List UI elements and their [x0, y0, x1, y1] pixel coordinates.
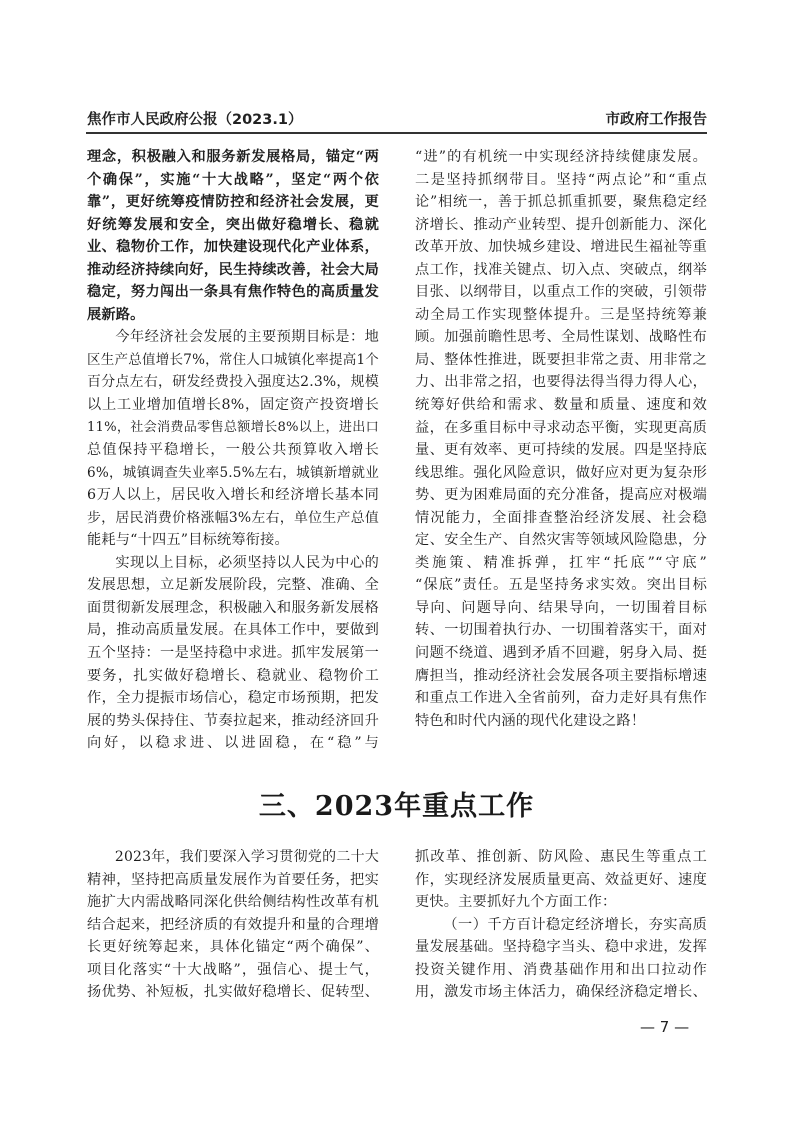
- text-line: 更快。主要抓好九个方面工作：: [415, 894, 617, 911]
- text-line: 6万人以上，居民收入增长和经济增长基本同: [87, 487, 379, 504]
- text-line: 靠”，更好统筹疫情防控和经济社会发展，更: [87, 194, 379, 211]
- text-line: 2023年，我们要深入学习贯彻党的二十大: [114, 849, 379, 865]
- section-heading: 三、2023年重点工作: [258, 791, 535, 822]
- section-name: 市政府工作报告: [605, 112, 707, 128]
- text-line: 稳定，努力闯出一条具有焦作特色的高质量发: [87, 284, 379, 301]
- text-line: 局，推动高质量发展。在具体工作中，要做到: [87, 622, 379, 639]
- text-line: 向好，以稳求进、以进固稳，在“稳”与: [87, 735, 379, 752]
- left-column-top: [87, 146, 379, 755]
- bold-paragraph: [87, 146, 379, 326]
- text-line: 项目化落实“十大战略”，强信心、提士气，: [87, 961, 379, 978]
- text-line: 改革开放、加快城乡建设、增进民生福祉等重: [415, 239, 707, 256]
- text-line: “进”的有机统一中实现经济持续健康发展。: [415, 149, 707, 165]
- text-line: 二是坚持抓纲带目。坚持“两点论”和“重点: [415, 171, 707, 188]
- text-line: 要务，扎实做好稳增长、稳就业、稳物价工: [87, 667, 379, 684]
- text-line: 和重点工作进入全省前列，奋力走好具有焦作: [415, 690, 707, 707]
- text-line: 展新路。: [87, 306, 145, 323]
- text-line: 扬优势、补短板，扎实做好稳增长、促转型、: [87, 984, 379, 1001]
- text-line: 力、出非常之招，也要得法得当得力得人心，: [415, 374, 707, 391]
- text-line: 导向、问题导向、结果导向，一切围着目标: [415, 599, 707, 616]
- text-line: 展的势头保持住、节奏拉起来，推动经济回升: [87, 712, 379, 729]
- text-line: 实现以上目标，必须坚持以人民为中心的: [115, 554, 379, 571]
- text-line: 步，居民消费价格涨幅3%左右，单位生产总值: [87, 509, 379, 526]
- text-line: 投资关键作用、消费基础作用和出口拉动作: [415, 961, 707, 978]
- text-line: 论”相统一，善于抓总抓重抓要，聚焦稳定经: [415, 194, 707, 211]
- text-line: 目张、以纲带目，以重点工作的突破，引领带: [415, 284, 707, 301]
- text-line: 长更好统筹起来，具体化锚定“两个确保”、: [87, 939, 379, 956]
- text-line: 个确保”，实施“十大战略”，坚定“两个依: [87, 171, 379, 188]
- text-line: 定、安全生产、自然灾害等领域风险隐患，分: [415, 532, 707, 549]
- text-line: 转、一切围着执行办、一切围着落实干，面对: [415, 622, 707, 639]
- right-column-bottom: [415, 846, 707, 1004]
- text-line: 业、稳物价工作，加快建设现代化产业体系，: [87, 239, 379, 256]
- text-line: 能耗与“十四五”目标统筹衔接。: [87, 532, 289, 549]
- text-line: 益，在多重目标中寻求动态平衡，实现更高质: [415, 419, 707, 436]
- text-line: 局、整体性推进，既要担非常之责、用非常之: [415, 351, 707, 368]
- text-line: 精神，坚持把高质量发展作为首要任务，把实: [87, 871, 379, 888]
- text-line: 抓改革、推创新、防风险、惠民生等重点工: [415, 849, 707, 865]
- text-line: 膺担当，推动经济社会发展各项主要指标增速: [415, 667, 707, 684]
- text-line: 特色和时代内涵的现代化建设之路！: [415, 712, 646, 729]
- text-line: 五个坚持：一是坚持稳中求进。抓牢发展第一: [87, 645, 379, 662]
- text-line: 理念，积极融入和服务新发展格局，锚定“两: [87, 149, 379, 165]
- text-line: 面贯彻新发展理念，积极融入和服务新发展格: [87, 599, 379, 616]
- text-line: 量发展基础。坚持稳字当头、稳中求进，发挥: [415, 939, 707, 956]
- text-line: 推动经济持续向好，民生持续改善，社会大局: [87, 261, 379, 278]
- text-line: 势、更为困难局面的充分准备，提高应对极端: [415, 487, 707, 504]
- text-line: 济增长、推动产业转型、提升创新能力、深化: [415, 216, 707, 233]
- text-line: 作，全力提振市场信心，稳定市场预期，把发: [87, 690, 379, 707]
- text-line: 以上工业增加值增长8%，固定资产投资增长: [87, 397, 379, 414]
- text-line: 问题不绕道、遇到矛盾不回避，躬身入局、挺: [415, 645, 707, 662]
- text-line: “保底”责任。五是坚持务求实效。突出目标: [415, 577, 707, 594]
- page-number: — 7 —: [640, 1018, 690, 1036]
- text-line: 施扩大内需战略同深化供给侧结构性改革有机: [87, 894, 379, 911]
- right-column-top: [415, 146, 707, 732]
- text-line: 好统筹发展和安全，突出做好稳增长、稳就: [87, 216, 379, 233]
- text-line: 区生产总值增长7%，常住人口城镇化率提高1个: [87, 351, 379, 368]
- text-line: 11%，社会消费品零售总额增长8%以上，进出口: [87, 419, 379, 435]
- text-line: 用，激发市场主体活力，确保经济稳定增长、: [415, 984, 707, 1001]
- text-line: 6%，城镇调查失业率5.5%左右，城镇新增就业: [87, 464, 379, 481]
- text-line: 结合起来，把经济质的有效提升和量的合理增: [87, 916, 379, 933]
- text-line: 统筹好供给和需求、数量和质量、速度和效: [415, 397, 707, 414]
- principles-paragraph: [87, 552, 379, 755]
- text-line: 情况能力，全面排查整治经济发展、社会稳: [415, 509, 707, 526]
- text-line: 点工作，找准关键点、切入点、突破点，纲举: [415, 261, 707, 278]
- running-header: [87, 108, 707, 130]
- text-line: 发展思想，立足新发展阶段，完整、准确、全: [87, 577, 379, 594]
- text-line: 类施策、精准拆弹，扛牢“托底”“守底”: [415, 554, 707, 571]
- text-line: 百分点左右，研发经费投入强度达2.3%，规模: [87, 374, 379, 391]
- publication-title: 焦作市人民政府公报（2023.1）: [87, 112, 303, 128]
- text-line: 作，实现经济发展质量更高、效益更好、速度: [415, 871, 707, 888]
- text-line: 总值保持平稳增长，一般公共预算收入增长: [87, 442, 379, 459]
- header-rule: [86, 132, 707, 134]
- subsection-heading: （一）千方百计稳定经济增长，夯实高质: [443, 916, 707, 933]
- text-line: 今年经济社会发展的主要预期目标是：地: [115, 329, 379, 346]
- text-line: 动全局工作实现整体提升。三是坚持统筹兼: [415, 306, 707, 323]
- targets-paragraph: [87, 326, 379, 551]
- text-line: 线思维。强化风险意识，做好应对更为复杂形: [415, 464, 707, 481]
- left-column-bottom: [87, 846, 379, 1004]
- text-line: 量、更有效率、更可持续的发展。四是坚持底: [415, 442, 707, 459]
- text-line: 顾。加强前瞻性思考、全局性谋划、战略性布: [415, 329, 707, 346]
